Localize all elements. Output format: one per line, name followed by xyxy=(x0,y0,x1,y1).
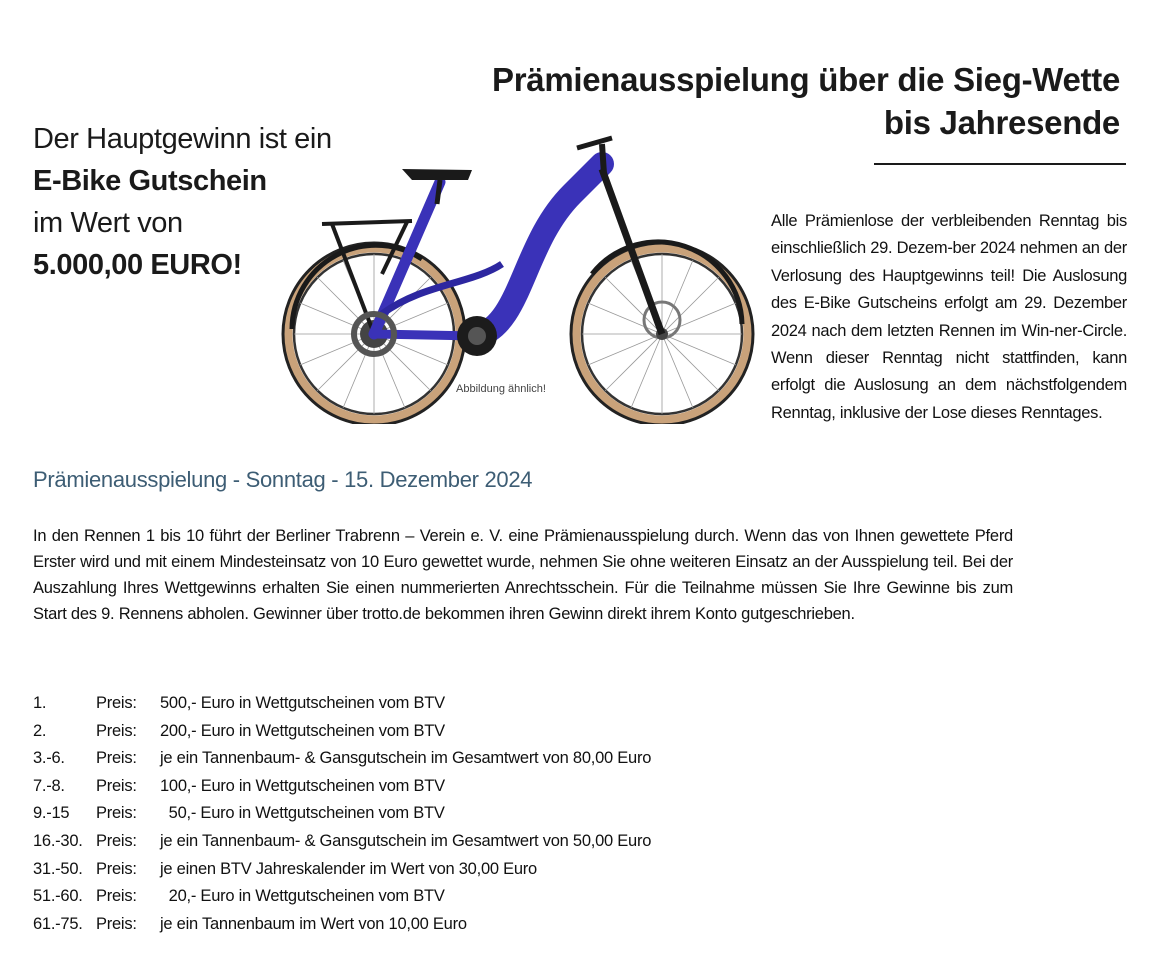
prize-list xyxy=(33,690,833,938)
prize-label: Preis: xyxy=(96,887,137,906)
saddle xyxy=(402,169,472,180)
body-paragraph: In den Rennen 1 bis 10 führt der Berliner Trabrenn – Verein e. V. eine Prämienausspielung durch. Wenn das von Ihnen gewettete Pferd Erster wird und mit einem Mindesteinsatz von 10 Euro gewettet wurde, nehmen Sie ohne weiteren Einsatz an der Ausspielung teil. Bei der Auszahlung Ihres Wettgewinns erhalten Sie einen nummerierten Anrechtsschein. Für die Teilnahme müssen Sie Ihre Gewinne bis zum Start des 9. Rennens abholen. Gewinner über trotto.de bekommen ihren Gewinn direkt ihrem Konto gutgeschrieben. xyxy=(33,527,1013,623)
prize-rank: 9.-15 xyxy=(33,804,70,823)
prize-text: 50,- Euro in Wettgutscheinen vom BTV xyxy=(160,804,445,823)
prize-rank: 16.-30. xyxy=(33,831,83,850)
prize-label: Preis: xyxy=(96,831,137,850)
title-divider xyxy=(874,163,1126,165)
prize-rank: 61.-75. xyxy=(33,914,83,933)
bike-frame xyxy=(374,138,662,336)
prize-label: Preis: xyxy=(96,749,137,768)
list-item xyxy=(33,883,833,911)
image-caption: Abbildung ähnlich! xyxy=(456,383,546,395)
prize-rank: 2. xyxy=(33,721,47,740)
prize-text: 100,- Euro in Wettgutscheinen vom BTV xyxy=(160,776,445,795)
prize-rank: 31.-50. xyxy=(33,859,83,878)
prize-label: Preis: xyxy=(96,914,137,933)
prize-rank: 3.-6. xyxy=(33,749,65,768)
prize-text: 500,- Euro in Wettgutscheinen vom BTV xyxy=(160,694,445,712)
main-prize-amount: 5.000,00 EURO! xyxy=(33,249,242,281)
prize-label: Preis: xyxy=(96,694,137,712)
prize-text: je ein Tannenbaum im Wert von 10,00 Euro xyxy=(160,914,467,933)
main-prize-line-1: Der Hauptgewinn ist ein xyxy=(33,123,332,155)
list-item xyxy=(33,718,833,746)
list-item xyxy=(33,856,833,884)
prize-rank: 1. xyxy=(33,694,47,712)
title-line-1: Prämienausspielung über die Sieg-Wette xyxy=(492,61,1120,98)
prize-label: Preis: xyxy=(96,721,137,740)
list-item xyxy=(33,828,833,856)
list-item xyxy=(33,800,833,828)
prize-label: Preis: xyxy=(96,776,137,795)
prize-label: Preis: xyxy=(96,859,137,878)
prize-text: je ein Tannenbaum- & Gansgutschein im Gesamtwert von 50,00 Euro xyxy=(160,831,652,850)
title-line-2: bis Jahresende xyxy=(883,104,1120,141)
list-item xyxy=(33,911,833,939)
main-prize-line-3: im Wert von xyxy=(33,207,183,239)
prize-text: 20,- Euro in Wettgutscheinen vom BTV xyxy=(160,887,445,906)
prize-text: je ein Tannenbaum- & Gansgutschein im Gesamtwert von 80,00 Euro xyxy=(160,749,652,768)
list-item xyxy=(33,690,833,718)
prize-rank: 7.-8. xyxy=(33,776,65,795)
main-prize-line-2: E-Bike Gutschein xyxy=(33,165,267,197)
prize-label: Preis: xyxy=(96,804,137,823)
list-item xyxy=(33,773,833,801)
prize-text: 200,- Euro in Wettgutscheinen vom BTV xyxy=(160,721,445,740)
prize-text: je einen BTV Jahreskalender im Wert von 30,00 Euro xyxy=(160,859,537,878)
section-title: Prämienausspielung - Sonntag - 15. Dezember 2024 xyxy=(33,467,533,492)
list-item xyxy=(33,745,833,773)
raffle-info-text: Alle Prämienlose der verbleibenden Renntag bis einschließlich 29. Dezem-ber 2024 nehmen an der Verlosung des Hauptgewinns teil! Die Auslosung des E-Bike Gutscheins erfolgt am 29. Dezember 2024 nach dem letzten Rennen im Win-ner-Circle. Wenn dieser Renntag nicht stattfinden, kann erfolgt die Auslosung an dem nächstfolgendem Renntag, inklusive der Lose dieses Renntages. xyxy=(771,212,1127,422)
ebike-image xyxy=(272,124,760,424)
prize-rank: 51.-60. xyxy=(33,887,83,906)
